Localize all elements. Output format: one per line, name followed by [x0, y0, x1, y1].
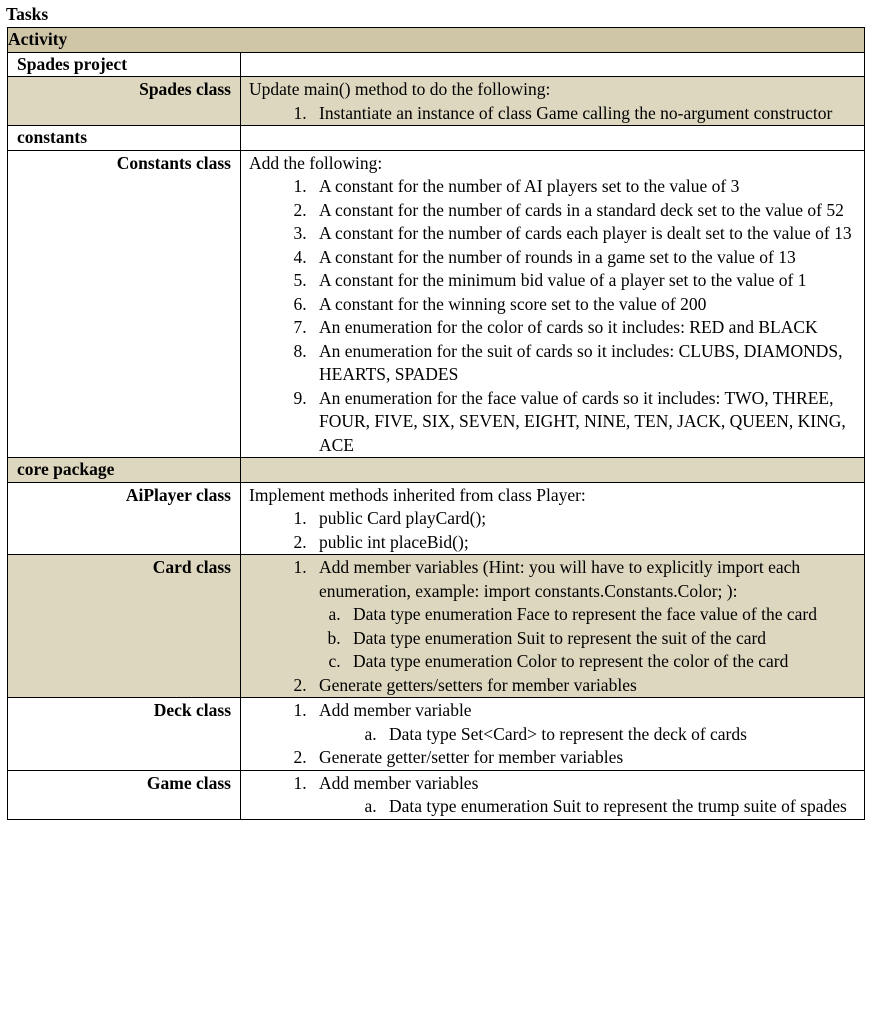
list-item — [311, 556, 856, 674]
task-row-spades-class — [8, 77, 865, 126]
sub-list-item: a. Data type Set<Card> to represent the deck of cards — [381, 723, 856, 747]
sub-list-item: a. Data type enumeration Face to represent the face value of the card — [345, 603, 856, 627]
table-header-row — [8, 28, 865, 53]
list-item: 7. An enumeration for the color of cards so it includes: RED and BLACK — [311, 316, 856, 340]
empty-cell — [241, 458, 865, 483]
list-item: 6. A constant for the winning score set to the value of 200 — [311, 293, 856, 317]
section-label: core package — [8, 458, 241, 483]
section-row-constants — [8, 126, 865, 151]
list-item: 2. Generate getter/setter for member variables — [311, 746, 856, 770]
list-item: 8. An enumeration for the suit of cards so it includes: CLUBS, DIAMONDS, HEARTS, SPADES — [311, 340, 856, 387]
task-intro: Update main() method to do the following: — [249, 79, 551, 99]
list-item: 2. A constant for the number of cards in a standard deck set to the value of 52 — [311, 199, 856, 223]
class-name: Constants class — [8, 150, 241, 458]
task-row-deck-class — [8, 698, 865, 771]
list-item: 4. A constant for the number of rounds in a game set to the value of 13 — [311, 246, 856, 270]
task-intro: Add the following: — [249, 152, 383, 173]
task-description — [241, 770, 865, 819]
list-item: 1. public Card playCard(); — [311, 507, 856, 531]
section-label: Spades project — [8, 52, 241, 77]
list-item: 3. A constant for the number of cards each player is dealt set to the value of 13 — [311, 222, 856, 246]
section-label: constants — [8, 126, 241, 151]
tasks-table — [7, 27, 865, 820]
list-item — [311, 772, 856, 819]
task-description — [241, 698, 865, 771]
list-item — [311, 699, 856, 746]
list-item-text: Add member variables — [319, 772, 479, 793]
sub-list — [319, 795, 856, 819]
section-row-spades-project — [8, 52, 865, 77]
task-description — [241, 150, 865, 458]
sub-list — [319, 603, 856, 674]
activity-header: Activity — [8, 28, 865, 53]
list-item: 1. Instantiate an instance of class Game calling the no-argument constructor — [311, 102, 856, 126]
class-name: Card class — [8, 555, 241, 698]
sub-list — [319, 723, 856, 747]
page-title: Tasks — [6, 4, 49, 24]
section-row-core-package — [8, 458, 865, 483]
list-item: 1. A constant for the number of AI players set to the value of 3 — [311, 175, 856, 199]
task-description — [241, 555, 865, 698]
class-name: Deck class — [8, 698, 241, 771]
task-list — [249, 175, 856, 457]
task-row-constants-class — [8, 150, 865, 458]
task-intro: Implement methods inherited from class Player: — [249, 484, 586, 505]
empty-cell — [241, 126, 865, 151]
list-item: 2. public int placeBid(); — [311, 531, 856, 555]
task-row-aiplayer-class — [8, 482, 865, 555]
task-list — [249, 507, 856, 554]
list-item-text: Add member variables (Hint: you will have to explicitly import each enumeration, example: import constants.Constants.Color; ): — [319, 557, 801, 601]
task-description — [241, 482, 865, 555]
sub-list-item: c. Data type enumeration Color to represent the color of the card — [345, 650, 856, 674]
list-item: 2. Generate getters/setters for member variables — [311, 674, 856, 698]
sub-list-item: b. Data type enumeration Suit to represent the suit of the card — [345, 627, 856, 651]
class-name: AiPlayer class — [8, 482, 241, 555]
task-list — [249, 772, 856, 819]
task-list — [249, 102, 856, 126]
empty-cell — [241, 52, 865, 77]
class-name: Spades class — [8, 77, 241, 126]
sub-list-item: a. Data type enumeration Suit to represent the trump suite of spades — [381, 795, 856, 819]
list-item-text: Add member variable — [319, 700, 472, 720]
list-item: 5. A constant for the minimum bid value of a player set to the value of 1 — [311, 269, 856, 293]
class-name: Game class — [8, 770, 241, 819]
task-list — [249, 699, 856, 770]
list-item: 9. An enumeration for the face value of cards so it includes: TWO, THREE, FOUR, FIVE, SIX, SEVEN, EIGHT, NINE, TEN, JACK, QUEEN, KING, ACE — [311, 387, 856, 458]
task-description — [241, 77, 865, 126]
task-row-game-class — [8, 770, 865, 819]
task-row-card-class — [8, 555, 865, 698]
task-list — [249, 556, 856, 697]
